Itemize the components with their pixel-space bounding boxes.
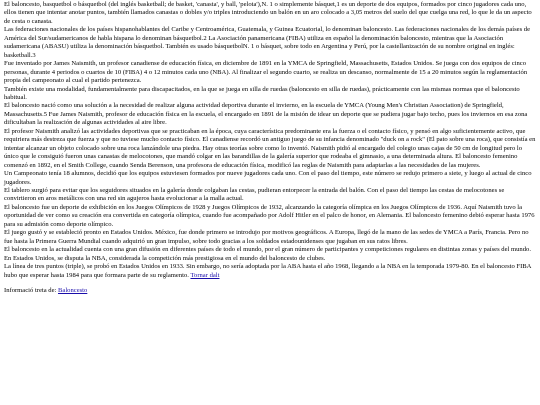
paragraph-naismith: El profesor Naismith analizó las actividades deportivas que se practicaban en la época, cuya característica predominante era la fuerza o el contacto físico, y pensó en algo suficientemente activo, que requiriera más destreza que fuerza y que no tuviese mucho contacto físico. El canadiense recordó un antiguo juego de su infancia denominado "duck on a rock" (El pato sobre una roca), que consistía en intentar alcanzar un objeto colocado sobre una roca lanzándole una piedra. Hay otras teorías sobre como lo inventó. Naismith pidió al encargado del colegio unas cajas de 50 cm de longitud pero lo único que le consiguió fueron unas canastas de melocotones, que mandó colgar en las barandillas de la galería superior que rodeaba el gimnasio, a una determinada altura. El baloncesto femenino comenzó en 1892, en el Smith College, cuando Senda Berenson, una profesora de educación física, modificó las reglas de Naismith para adaptarlas a las necesidades de las mujeres.: [4, 127, 536, 169]
paragraph-spread: El juego gustó y se estableció pronto en Estados Unidos. México, fue donde primero se introdujo por motivos geográficos. A Europa, llegó de la mano de las sedes de YMCA a París, Francia. Pero no fue hasta la Primera Guerra Mundial cuando adquirió un gran impulso, sobre todo gracias a los soldados estadounidenses que jugaban en sus ratos libres.: [4, 229, 529, 245]
paragraph-federations: Las federaciones nacionales de los países hispanohablantes del Caribe y Centroamérica, Guatemala, y Guinea Ecuatorial, lo denominan baloncesto. Las federaciones nacionales de los demás países de América del Sur/sudamericanos de habla hispana lo denominan básquetbol.2 La Asociación panamericana (FIBA) utiliza en español la denominación baloncesto, mientras que la Asociación sudamericana (ABASU) utiliza la denominación básquetbol. También es usado básquetbolN. 1 o básquet, sobre todo en Argentina y Perú, por la castellanización de su nombre original en inglés: basketball.3: [4, 26, 531, 59]
credit-prefix: Informació treta de:: [4, 286, 57, 294]
paragraph-team-size: Un Campeonato tenía 18 alumnos, decidió que los equipos estuviesen formados por nueve jugadores cada uno. Con el paso del tiempo, este número se redujo primero a siete, y luego al actual de cinco jugadores.: [4, 170, 532, 186]
paragraph-invention: Fue inventado por James Naismith, un profesor canadiense de educación física, en diciembre de 1891 en la YMCA de Springfield, Massachusetts, Estados Unidos. Se juega con dos equipos de cinco personas, durante 4 periodos o cuartos de 10 (FIBA) 4 o 12 minutos cada uno (NBA). Al finalizar el segundo cuarto, se realiza un descanso, normalmente de 15 a 20 minutos según la reglamentación propia del campeonato al cual el partido pertenezca.: [4, 60, 528, 85]
paragraph-today: El baloncesto en la actualidad cuenta con una gran difusión en diferentes países de todo el mundo, por el gran número de participantes y competiciones regulares en distintas zonas y países del mundo. En Estados Unidos, se disputa la NBA, considerada la competición más prestigiosa en el mundo del baloncesto de clubes.: [4, 246, 531, 262]
paragraph-wheelchair: También existe una modalidad, fundamentalmente para discapacitados, en la que se juega en silla de ruedas (baloncesto en silla de ruedas), prácticamente con las mismas normas que el baloncesto habitual.: [4, 85, 520, 101]
paragraph-olympics: El baloncesto fue un deporte de exhibición en los Juegos Olímpicos de 1928 y Juegos Olímpicos de 1932, alcanzando la categoría olímpica en los Juegos Olímpicos de 1936. Aquí Naismith tuvo la oportunidad de ver como su creación era convertida en categoría olímpica, cuando fue acompañado por Adolf Hitler en el palco de honor, en Alemania. El baloncesto femenino debió esperar hasta 1976 para su admisión como deporte olímpico.: [4, 203, 535, 228]
source-link[interactable]: Baloncesto: [58, 286, 88, 294]
paragraph-backboard: El tablero surgió para evitar que los seguidores situados en la galería donde colgaban las cestas, pudieran entorpecer la entrada del balón. Con el paso del tiempo las cestas de melocotones se convirtieron en aros metálicos con una red sin agujeros hasta evolucionar a la malla actual.: [4, 186, 505, 203]
paragraph-three-point: [4, 263, 536, 280]
paragraph-origin: El baloncesto nació como una solución a la necesidad de realizar alguna actividad deportiva durante el invierno, en la escuela de YMCA (Young Men's Christian Association) de Springfield, Massachusetts.5 Fue James Naismith, profesor de educación física en la escuela, el encargado en 1891 de la misión de idear un deporte que se pudiera jugar bajo techo, pues los inviernos en esa zona dificultaban la realización de algunas actividades al aire libre.: [4, 102, 528, 127]
paragraph-intro: El baloncesto, basquetbol o básquetbol (del inglés basketball; de basket, 'canasta', y ball, 'pelota'),N. 1 o simplemente básquet,1 es un deporte de dos equipos, formados por cinco jugadores cada uno, ellos tienen que intentar anotar puntos, también llamados canastas o dobles y/o triples introduciendo un balón en un aro colocado a 3,05 metros del suelo del que cuelga una red, lo que le da un aspecto de cesta o canasta.: [4, 1, 532, 25]
source-credit: [4, 287, 536, 295]
paragraph-three-point-text: La línea de tres puntos (triple), se probó en Estados Unidos en 1933. Sin embargo, no sería adoptada por la ABA hasta el año 1968, llegando a la NBA en la temporada 1979-80. En el baloncesto FIBA hubo que esperar hasta 1984 para que formara parte de su reglamento.: [4, 263, 532, 279]
back-to-top-link[interactable]: Tornar dalt: [190, 271, 220, 279]
